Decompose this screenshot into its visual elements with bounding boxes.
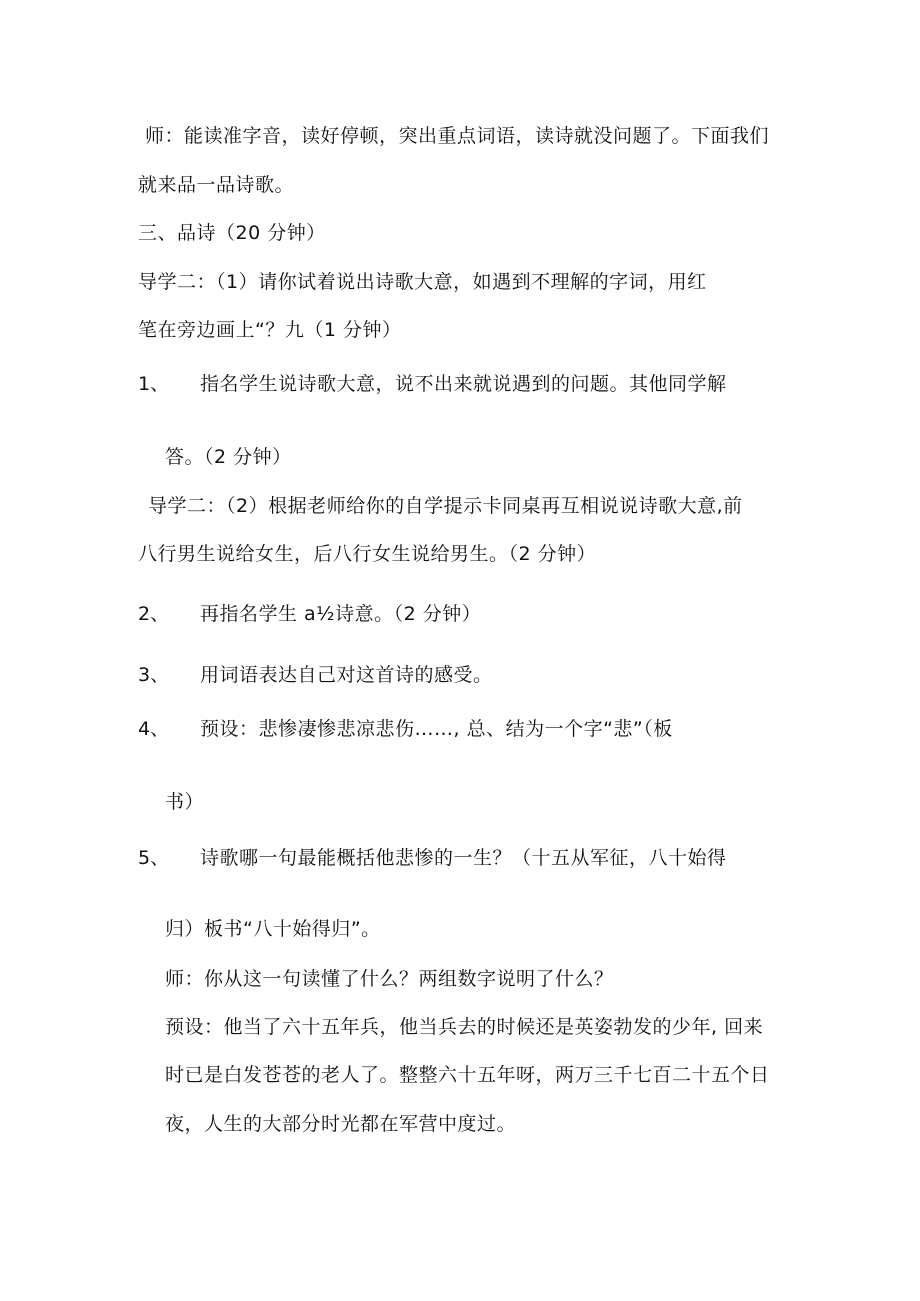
item-4-line-1: 预设：悲惨凄惨悲凉悲伤……, 总、结为一个字“悲”（板 xyxy=(200,718,673,740)
preset-line-3: 夜，人生的大部分时光都在军营中度过。 xyxy=(165,1113,517,1135)
item-5-number: 5、 xyxy=(138,847,170,869)
item-2-line-1: 再指名学生 a½诗意。（2 分钟） xyxy=(200,603,482,625)
item-5-line-1: 诗歌哪一句最能概括他悲惨的一生？（十五从军征，八十始得 xyxy=(200,847,727,869)
item-4-line-2: 书） xyxy=(165,791,205,813)
item-1-line-1: 指名学生说诗歌大意，说不出来就说遇到的问题。其他同学解 xyxy=(200,373,727,395)
section-heading: 三、品诗（20 分钟） xyxy=(138,222,326,244)
paragraph-teacher-line-2: 就来品一品诗歌。 xyxy=(138,174,295,196)
item-4-number: 4、 xyxy=(138,718,170,740)
guide-2-1-line-2: 笔在旁边画上“？九（1 分钟） xyxy=(138,319,402,341)
item-1-number: 1、 xyxy=(138,373,170,395)
preset-line-1: 预设：他当了六十五年兵，他当兵去的时候还是英姿勃发的少年, 回来 xyxy=(165,1016,764,1038)
teacher-question: 师：你从这一句读懂了什么？两组数字说明了什么？ xyxy=(165,968,614,990)
guide-2-2-line-2: 八行男生说给女生，后八行女生说给男生。（2 分钟） xyxy=(138,543,597,565)
paragraph-teacher-line-1: 师：能读准字音，读好停顿，突出重点词语，读诗就没问题了。下面我们 xyxy=(145,125,770,147)
item-1-line-2: 答。（2 分钟） xyxy=(165,446,292,468)
guide-2-1-line-1: 导学二：（1）请你试着说出诗歌大意，如遇到不理解的字词，用红 xyxy=(138,271,707,293)
item-2-number: 2、 xyxy=(138,603,170,625)
item-3-number: 3、 xyxy=(138,664,170,686)
preset-line-2: 时已是白发苍苍的老人了。整整六十五年呀，两万三千七百二十五个日 xyxy=(165,1064,770,1086)
guide-2-2-line-1: 导学二：（2）根据老师给你的自学提示卡同桌再互相说说诗歌大意,前 xyxy=(148,495,743,517)
item-3-line-1: 用词语表达自己对这首诗的感受。 xyxy=(200,664,493,686)
item-5-line-2: 归）板书“八十始得归”。 xyxy=(165,918,381,940)
